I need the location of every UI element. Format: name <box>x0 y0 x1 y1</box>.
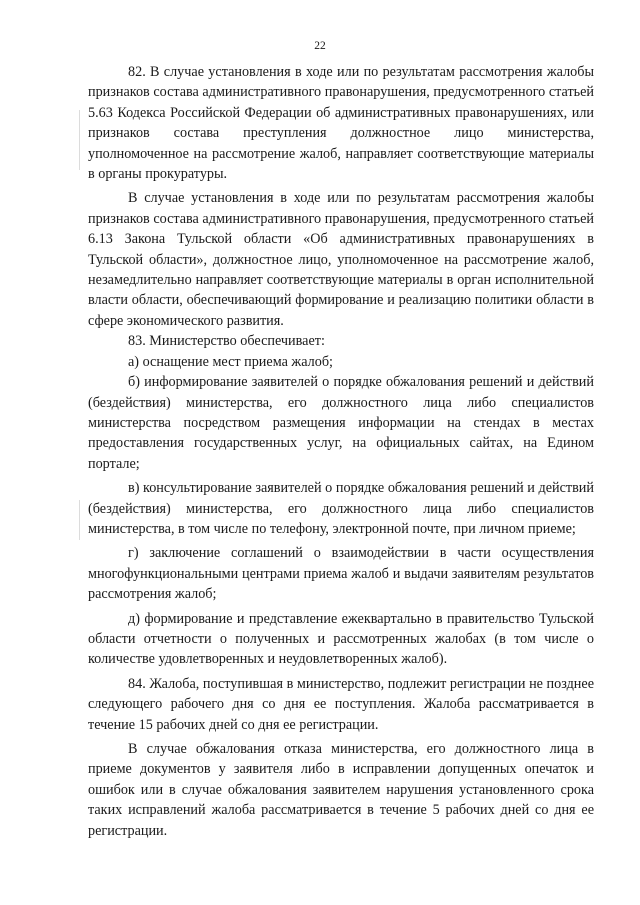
list-item-v: в) консультирование заявителей о порядке обжалования решений и действий (бездействия) министерства, его должностного лица либо специалистов министерства, в том числе по телефону, электронной почте, при личном приеме; <box>88 480 594 537</box>
paragraph-84-continuation: В случае обжалования отказа министерства, его должностного лица в приеме документов у заявителя либо в исправлении допущенных опечаток и ошибок или в случае обжалования заявителем нарушения установленного срока таких исправлений жалоба рассматривается в течение 5 рабочих дней со дня ее регистрации. <box>88 741 594 839</box>
page-number: 22 <box>314 40 326 52</box>
scan-margin-mark <box>79 500 80 540</box>
paragraph-82: 82. В случае установления в ходе или по результатам рассмотрения жалобы признаков состава административного правонарушения, предусмотренного статьей 5.63 Кодекса Российской Федерации об административных правонарушениях, или признаков состава преступления должностное лицо министерства, уполномоченное на рассмотрение жалоб, направляет соответствующие материалы в органы прокуратуры. <box>88 64 594 183</box>
list-item-b: б) информирование заявителей о порядке обжалования решений и действий (бездействия) министерства, его должностного лица либо специалистов министерства посредством размещения информации на стендах в местах предоставления государственных услуг, на официальных сайтах, на Едином портале; <box>88 374 594 472</box>
paragraph-84: 84. Жалоба, поступившая в министерство, подлежит регистрации не позднее следующего рабочего дня со дня ее поступления. Жалоба рассматривается в течение 15 рабочих дней со дня ее регистрации. <box>88 675 594 733</box>
list-item-d: д) формирование и представление ежеквартально в правительство Тульской области отчетности о полученных и рассмотренных жалобах (в том числе о количестве удовлетворенных и неудовлетворенных жалоб). <box>88 610 594 668</box>
scan-margin-mark <box>79 110 80 170</box>
paragraph-83: 83. Министерство обеспечивает: <box>128 333 325 350</box>
list-item-g: г) заключение соглашений о взаимодействии в части осуществления многофункциональными центрами приема жалоб и выдачи заявителям результатов рассмотрения жалоб; <box>88 545 594 603</box>
document-body <box>88 62 594 841</box>
list-item-a: а) оснащение мест приема жалоб; <box>128 353 333 370</box>
paragraph-82-continuation: В случае установления в ходе или по результатам рассмотрения жалобы признаков состава административного правонарушения, предусмотренного статьей 6.13 Закона Тульской области «Об административных правонарушениях в Тульской области», должностное лицо, уполномоченное на рассмотрение жалоб, незамедлительно направляет соответствующие материалы в орган исполнительной власти области, обеспечивающий формирование и реализацию политики области в сфере экономического развития. <box>88 190 594 329</box>
